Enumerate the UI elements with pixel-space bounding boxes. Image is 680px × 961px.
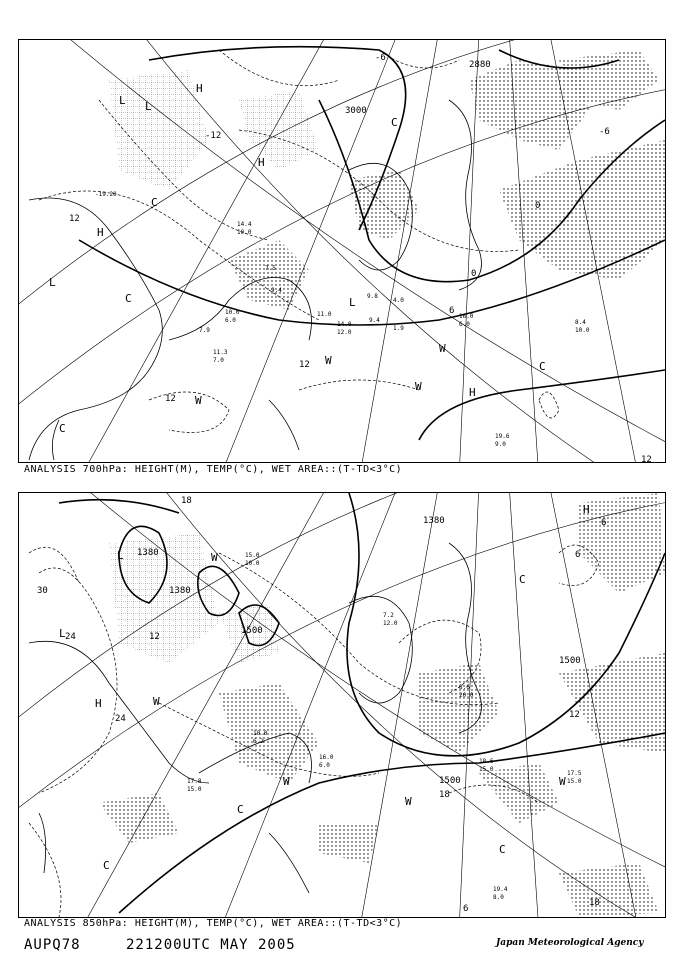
analysis-700hpa-map — [18, 39, 666, 463]
cold-center: C — [499, 843, 506, 856]
temp-label: 12 — [165, 394, 176, 404]
station-value: 17.8 — [187, 778, 202, 785]
station-value: 12.0 — [337, 329, 352, 336]
station-value: 18.6 — [479, 758, 494, 765]
station-value: 17.5 — [567, 770, 582, 777]
map-700-svg — [19, 40, 665, 462]
cold-center: C — [59, 422, 66, 435]
isotherms-850 — [29, 545, 599, 917]
station-value: 7.2 — [383, 612, 394, 619]
station-value: 10.0 — [575, 327, 590, 334]
station-value: 12.0 — [383, 620, 398, 627]
temp-label: 12 — [299, 360, 310, 370]
station-value: -19.20 — [95, 191, 117, 198]
warm-center: W — [559, 775, 566, 788]
agency-credit: Japan Meteorological Agency — [496, 938, 644, 948]
temp-label: 24 — [65, 632, 76, 642]
high-center: H — [258, 156, 265, 169]
height-label-1500: 1500 — [559, 656, 581, 666]
station-value: 7.5 — [265, 265, 276, 272]
station-value: 20.0 — [459, 692, 474, 699]
station-value: 10.0 — [237, 229, 252, 236]
height-label-2880: 2880 — [469, 60, 491, 70]
temp-label: -6 — [375, 53, 386, 63]
cold-center: C — [539, 360, 546, 373]
temp-label: -12 — [205, 131, 222, 141]
station-value: 6.2 — [253, 738, 264, 745]
caption-850hpa: ANALYSIS 850hPa: HEIGHT(M), TEMP(°C), WET AREA::(T-TD<3°C) — [24, 918, 403, 929]
warm-center: W — [405, 795, 412, 808]
analysis-850hpa-map — [18, 492, 666, 918]
station-value: 19.4 — [493, 886, 508, 893]
station-value: 6.0 — [459, 321, 470, 328]
high-center: H — [469, 386, 476, 399]
temp-label: 24 — [115, 714, 126, 724]
temp-label: 18 — [589, 898, 600, 908]
station-value: 10.0 — [253, 730, 268, 737]
station-value: 8.0 — [493, 894, 504, 901]
height-label-1500: 1500 — [241, 626, 263, 636]
low-center: L — [119, 94, 126, 107]
map-850-svg — [19, 493, 665, 917]
temp-label: 6 — [463, 904, 469, 914]
warm-center: W — [439, 342, 446, 355]
warm-center: W — [283, 775, 290, 788]
temp-label: 18 — [181, 496, 192, 506]
station-value: 14.0 — [337, 321, 352, 328]
temp-label: 0 — [471, 269, 477, 279]
temp-label: 0 — [535, 201, 541, 211]
low-center: L — [349, 296, 356, 309]
wet-areas-700 — [109, 50, 665, 310]
station-value: 15.0 — [245, 552, 260, 559]
station-value: 9.0 — [495, 441, 506, 448]
station-value: 15.0 — [567, 778, 582, 785]
height-label-1500: 1500 — [439, 776, 461, 786]
station-value: 11.3 — [213, 349, 228, 356]
station-value: 8.4 — [575, 319, 586, 326]
low-center: L — [145, 100, 152, 113]
warm-center: W — [325, 354, 332, 367]
station-value: 14.4 — [237, 221, 252, 228]
station-value: 9.4 — [369, 317, 380, 324]
station-value: 1.9 — [393, 325, 404, 332]
warm-center: W — [195, 394, 202, 407]
station-value: 7.0 — [213, 357, 224, 364]
valid-time: 221200UTC MAY 2005 — [126, 937, 296, 953]
temp-label: 6 — [575, 550, 581, 560]
warm-center: W — [211, 551, 218, 564]
station-value: 6.0 — [225, 317, 236, 324]
high-center: H — [95, 697, 102, 710]
caption-700hpa: ANALYSIS 700hPa: HEIGHT(M), TEMP(°C), WET AREA::(T-TD<3°C) — [24, 464, 403, 475]
station-value: 6.0 — [319, 762, 330, 769]
station-value: 9.4 — [271, 287, 282, 294]
height-label-3000: 3000 — [345, 106, 367, 116]
station-value: 10.0 — [245, 560, 260, 567]
temp-label: 12 — [641, 455, 652, 462]
temp-label: 30 — [37, 586, 48, 596]
temp-label: 6 — [601, 518, 607, 528]
station-value: 7.9 — [199, 327, 210, 334]
station-value: 10.0 — [225, 309, 240, 316]
temp-label: 18 — [439, 790, 450, 800]
cold-center: C — [125, 292, 132, 305]
high-center: H — [196, 82, 203, 95]
station-value: 4.0 — [393, 297, 404, 304]
station-value: 19.6 — [495, 433, 510, 440]
cold-center: C — [237, 803, 244, 816]
temp-label: 6 — [449, 306, 455, 316]
cold-center: C — [519, 573, 526, 586]
low-center: L — [117, 549, 124, 562]
warm-center: W — [153, 695, 160, 708]
low-center: L — [59, 627, 66, 640]
cold-center: C — [151, 196, 158, 209]
temp-label: 12 — [569, 710, 580, 720]
high-center: H — [97, 226, 104, 239]
high-center: H — [583, 503, 590, 516]
height-label-1380: 1380 — [169, 586, 191, 596]
station-value: 15.0 — [479, 766, 494, 773]
temp-label: -6 — [599, 127, 610, 137]
station-value: 16.0 — [459, 313, 474, 320]
height-label-1380: 1380 — [423, 516, 445, 526]
station-value: 11.0 — [317, 311, 332, 318]
height-label-1380: 1380 — [137, 548, 159, 558]
cold-center: C — [103, 859, 110, 872]
station-value: 15.0 — [187, 786, 202, 793]
temp-label: 12 — [69, 214, 80, 224]
low-center: L — [49, 276, 56, 289]
station-value: 9.8 — [367, 293, 378, 300]
warm-center: W — [415, 380, 422, 393]
temp-label: 12 — [149, 632, 160, 642]
chart-id: AUPQ78 — [24, 937, 81, 953]
station-value: 8.6 — [459, 684, 470, 691]
station-value: 16.0 — [319, 754, 334, 761]
cold-center: C — [391, 116, 398, 129]
